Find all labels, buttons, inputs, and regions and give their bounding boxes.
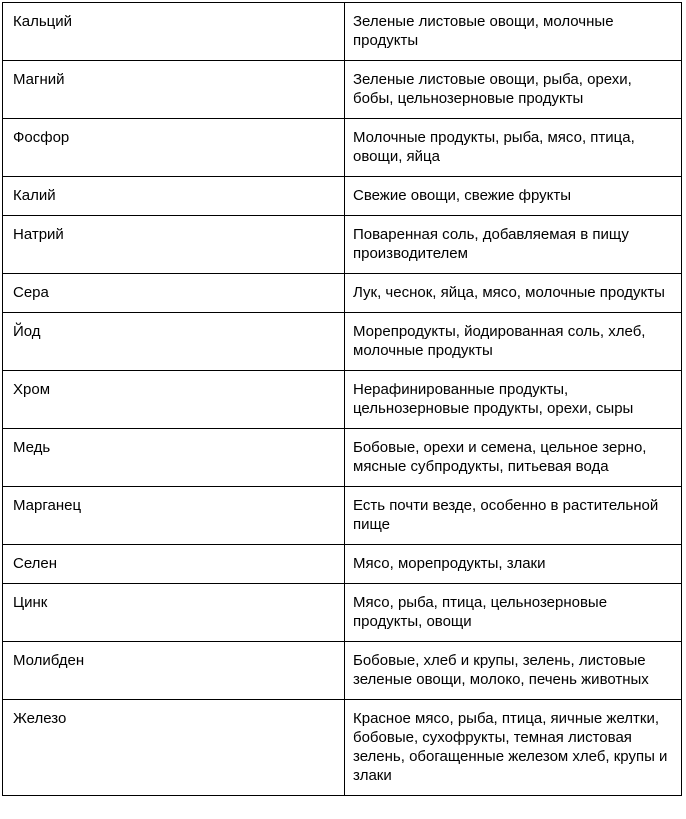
table-row <box>3 642 682 700</box>
element-cell: Медь <box>3 429 345 487</box>
table-row <box>3 487 682 545</box>
table-row <box>3 429 682 487</box>
table-row <box>3 313 682 371</box>
element-cell: Кальций <box>3 3 345 61</box>
table-row <box>3 371 682 429</box>
element-cell: Молибден <box>3 642 345 700</box>
element-cell: Калий <box>3 177 345 216</box>
element-cell: Селен <box>3 545 345 584</box>
table-row <box>3 177 682 216</box>
table-row <box>3 216 682 274</box>
table-row <box>3 3 682 61</box>
table-row <box>3 274 682 313</box>
table-row <box>3 545 682 584</box>
element-cell: Хром <box>3 371 345 429</box>
element-cell: Фосфор <box>3 119 345 177</box>
sources-cell: Бобовые, хлеб и крупы, зелень, листовые зеленые овощи, молоко, печень животных <box>345 642 682 700</box>
element-cell: Магний <box>3 61 345 119</box>
table-row <box>3 119 682 177</box>
sources-cell: Зеленые листовые овощи, молочные продукты <box>345 3 682 61</box>
sources-cell: Мясо, морепродукты, злаки <box>345 545 682 584</box>
element-cell: Сера <box>3 274 345 313</box>
minerals-table <box>2 2 682 796</box>
sources-cell: Зеленые листовые овощи, рыба, орехи, бобы, цельнозерновые продукты <box>345 61 682 119</box>
element-cell: Железо <box>3 700 345 796</box>
element-cell: Натрий <box>3 216 345 274</box>
sources-cell: Лук, чеснок, яйца, мясо, молочные продукты <box>345 274 682 313</box>
sources-cell: Нерафинированные продукты, цельнозерновые продукты, орехи, сыры <box>345 371 682 429</box>
element-cell: Йод <box>3 313 345 371</box>
element-cell: Марганец <box>3 487 345 545</box>
sources-cell: Свежие овощи, свежие фрукты <box>345 177 682 216</box>
sources-cell: Мясо, рыба, птица, цельнозерновые продукты, овощи <box>345 584 682 642</box>
sources-cell: Морепродукты, йодированная соль, хлеб, молочные продукты <box>345 313 682 371</box>
element-cell: Цинк <box>3 584 345 642</box>
sources-cell: Красное мясо, рыба, птица, яичные желтки, бобовые, сухофрукты, темная листовая зелень, обогащенные железом хлеб, крупы и злаки <box>345 700 682 796</box>
table-row <box>3 584 682 642</box>
sources-cell: Поваренная соль, добавляемая в пищу производителем <box>345 216 682 274</box>
sources-cell: Есть почти везде, особенно в растительной пище <box>345 487 682 545</box>
sources-cell: Молочные продукты, рыба, мясо, птица, овощи, яйца <box>345 119 682 177</box>
minerals-table-body <box>3 3 682 796</box>
table-row <box>3 700 682 796</box>
sources-cell: Бобовые, орехи и семена, цельное зерно, мясные субпродукты, питьевая вода <box>345 429 682 487</box>
table-row <box>3 61 682 119</box>
